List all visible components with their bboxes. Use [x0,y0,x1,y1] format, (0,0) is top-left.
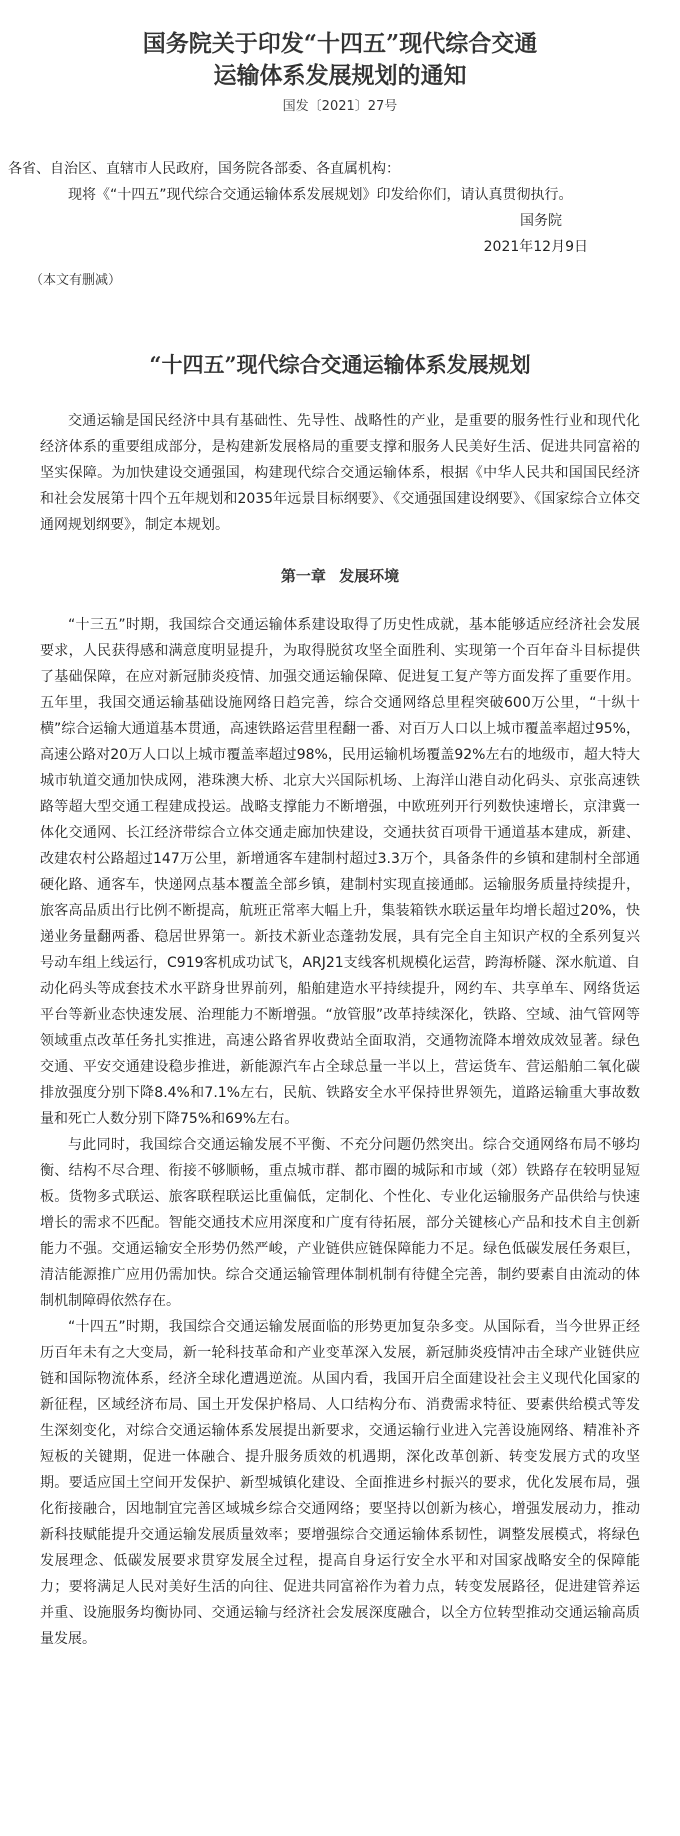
plan-intro-section [40,408,640,538]
signer: 国务院 [520,213,562,229]
plan-intro-paragraph: 交通运输是国民经济中具有基础性、先导性、战略性的产业，是重要的服务性行业和现代化经济体系的重要组成部分，是构建新发展格局的重要支撑和服务人民美好生活、促进共同富裕的坚实保障。为加快建设交通强国，构建现代综合交通运输体系，根据《中华人民共和国国民经济和社会发展第十四个五年规划和2035年远景目标纲要》、《交通强国建设纲要》、《国家综合立体交通网规划纲要》，制定本规划。 [40,413,640,533]
notice-title-line-2: 运输体系发展规划的通知 [213,62,467,89]
notice-body: 现将《“十四五”现代综合交通运输体系发展规划》印发给你们，请认真贯彻执行。 [68,187,573,203]
issue-date: 2021年12月9日 [483,239,588,255]
chapter-1-title: 第一章 发展环境 [280,567,400,585]
notice-title-line-1: 国务院关于印发“十四五”现代综合交通 [142,30,538,57]
paragraph: 与此同时，我国综合交通运输发展不平衡、不充分问题仍然突出。综合交通网络布局不够均衡、结构不尽合理、衔接不够顺畅，重点城市群、都市圈的城际和市域（郊）铁路存在较明显短板。货物多式联运、旅客联程联运比重偏低，定制化、个性化、专业化运输服务产品供给与快速增长的需求不匹配。智能交通技术应用深度和广度有待拓展，部分关键核心产品和技术自主创新能力不强。交通运输安全形势仍然严峻，产业链供应链保障能力不足。绿色低碳发展任务艰巨，清洁能源推广应用仍需加快。综合交通运输管理体制机制有待健全完善，制约要素自由流动的体制机制障碍依然存在。 [40,1137,640,1309]
paragraph: “十四五”时期，我国综合交通运输发展面临的形势更加复杂多变。从国际看，当今世界正经历百年未有之大变局，新一轮科技革命和产业变革深入发展，新冠肺炎疫情冲击全球产业链供应链和国际物流体系，经济全球化遭遇逆流。从国内看，我国开启全面建设社会主义现代化国家的新征程，区域经济布局、国土开发保护格局、人口结构分布、消费需求特征、要素供给模式等发生深刻变化，对综合交通运输体系发展提出新要求，交通运输行业进入完善设施网络、精准补齐短板的关键期，促进一体融合、提升服务质效的机遇期，深化改革创新、转变发展方式的攻坚期。要适应国土空间开发保护、新型城镇化建设、全面推进乡村振兴的要求，优化发展布局，强化衔接融合，因地制宜完善区域城乡综合交通网络；要坚持以创新为核心，增强发展动力，推动新科技赋能提升交通运输发展质量效率；要增强综合交通运输体系韧性，调整发展模式，将绿色发展理念、低碳发展要求贯穿发展全过程，提高自身运行安全水平和对国家战略安全的保障能力；要将满足人民对美好生活的向往、促进共同富裕作为着力点，转变发展路径，促进建管养运并重、设施服务均衡协同、交通运输与经济社会发展深度融合，以全方位转型推动交通运输高质量发展。 [40,1319,640,1647]
chapter-1-body [40,612,640,1652]
notice-title [40,28,640,92]
salutation: 各省、自治区、直辖市人民政府，国务院各部委、各直属机构： [8,161,400,177]
document-page [0,28,680,1836]
plan-title: “十四五”现代综合交通运输体系发展规划 [149,352,531,377]
abridged-note: （本文有删减） [30,273,122,288]
document-number: 国发〔2021〕27号 [282,99,398,114]
paragraph: “十三五”时期，我国综合交通运输体系建设取得了历史性成就，基本能够适应经济社会发展要求，人民获得感和满意度明显提升，为取得脱贫攻坚全面胜利、实现第一个百年奋斗目标提供了基础保障，在应对新冠肺炎疫情、加强交通运输保障、促进复工复产等方面发挥了重要作用。五年里，我国交通运输基础设施网络日趋完善，综合交通网络总里程突破600万公里，“十纵十横”综合运输大通道基本贯通，高速铁路运营里程翻一番、对百万人口以上城市覆盖率超过95%，高速公路对20万人口以上城市覆盖率超过98%，民用运输机场覆盖92%左右的地级市，超大特大城市轨道交通加快成网，港珠澳大桥、北京大兴国际机场、上海洋山港自动化码头、京张高速铁路等超大型交通工程建成投运。战略支撑能力不断增强，中欧班列开行列数快速增长，京津冀一体化交通网、长江经济带综合立体交通走廊加快建设，交通扶贫百项骨干通道基本建成，新建、改建农村公路超过147万公里，新增通客车建制村超过3.3万个，具备条件的乡镇和建制村全部通硬化路、通客车，快递网点基本覆盖全部乡镇，建制村实现直接通邮。运输服务质量持续提升，旅客高品质出行比例不断提高，航班正常率大幅上升，集装箱铁水联运量年均增长超过20%，快递业务量翻两番、稳居世界第一。新技术新业态蓬勃发展，具有完全自主知识产权的全系列复兴号动车组上线运行，C919客机成功试飞，ARJ21支线客机规模化运营，跨海桥隧、深水航道、自动化码头等成套技术水平跻身世界前列，船舶建造水平持续提升，网约车、共享单车、网络货运平台等新业态快速发展、治理能力不断增强。“放管服”改革持续深化，铁路、空域、油气管网等领域重点改革任务扎实推进，高速公路省界收费站全面取消，交通物流降本增效成效显著。绿色交通、平安交通建设稳步推进，新能源汽车占全球总量一半以上，营运货车、营运船舶二氧化碳排放强度分别下降8.4%和7.1%左右，民航、铁路安全水平保持世界领先，道路运输重大事故数量和死亡人数分别下降75%和69%左右。 [40,617,640,1127]
